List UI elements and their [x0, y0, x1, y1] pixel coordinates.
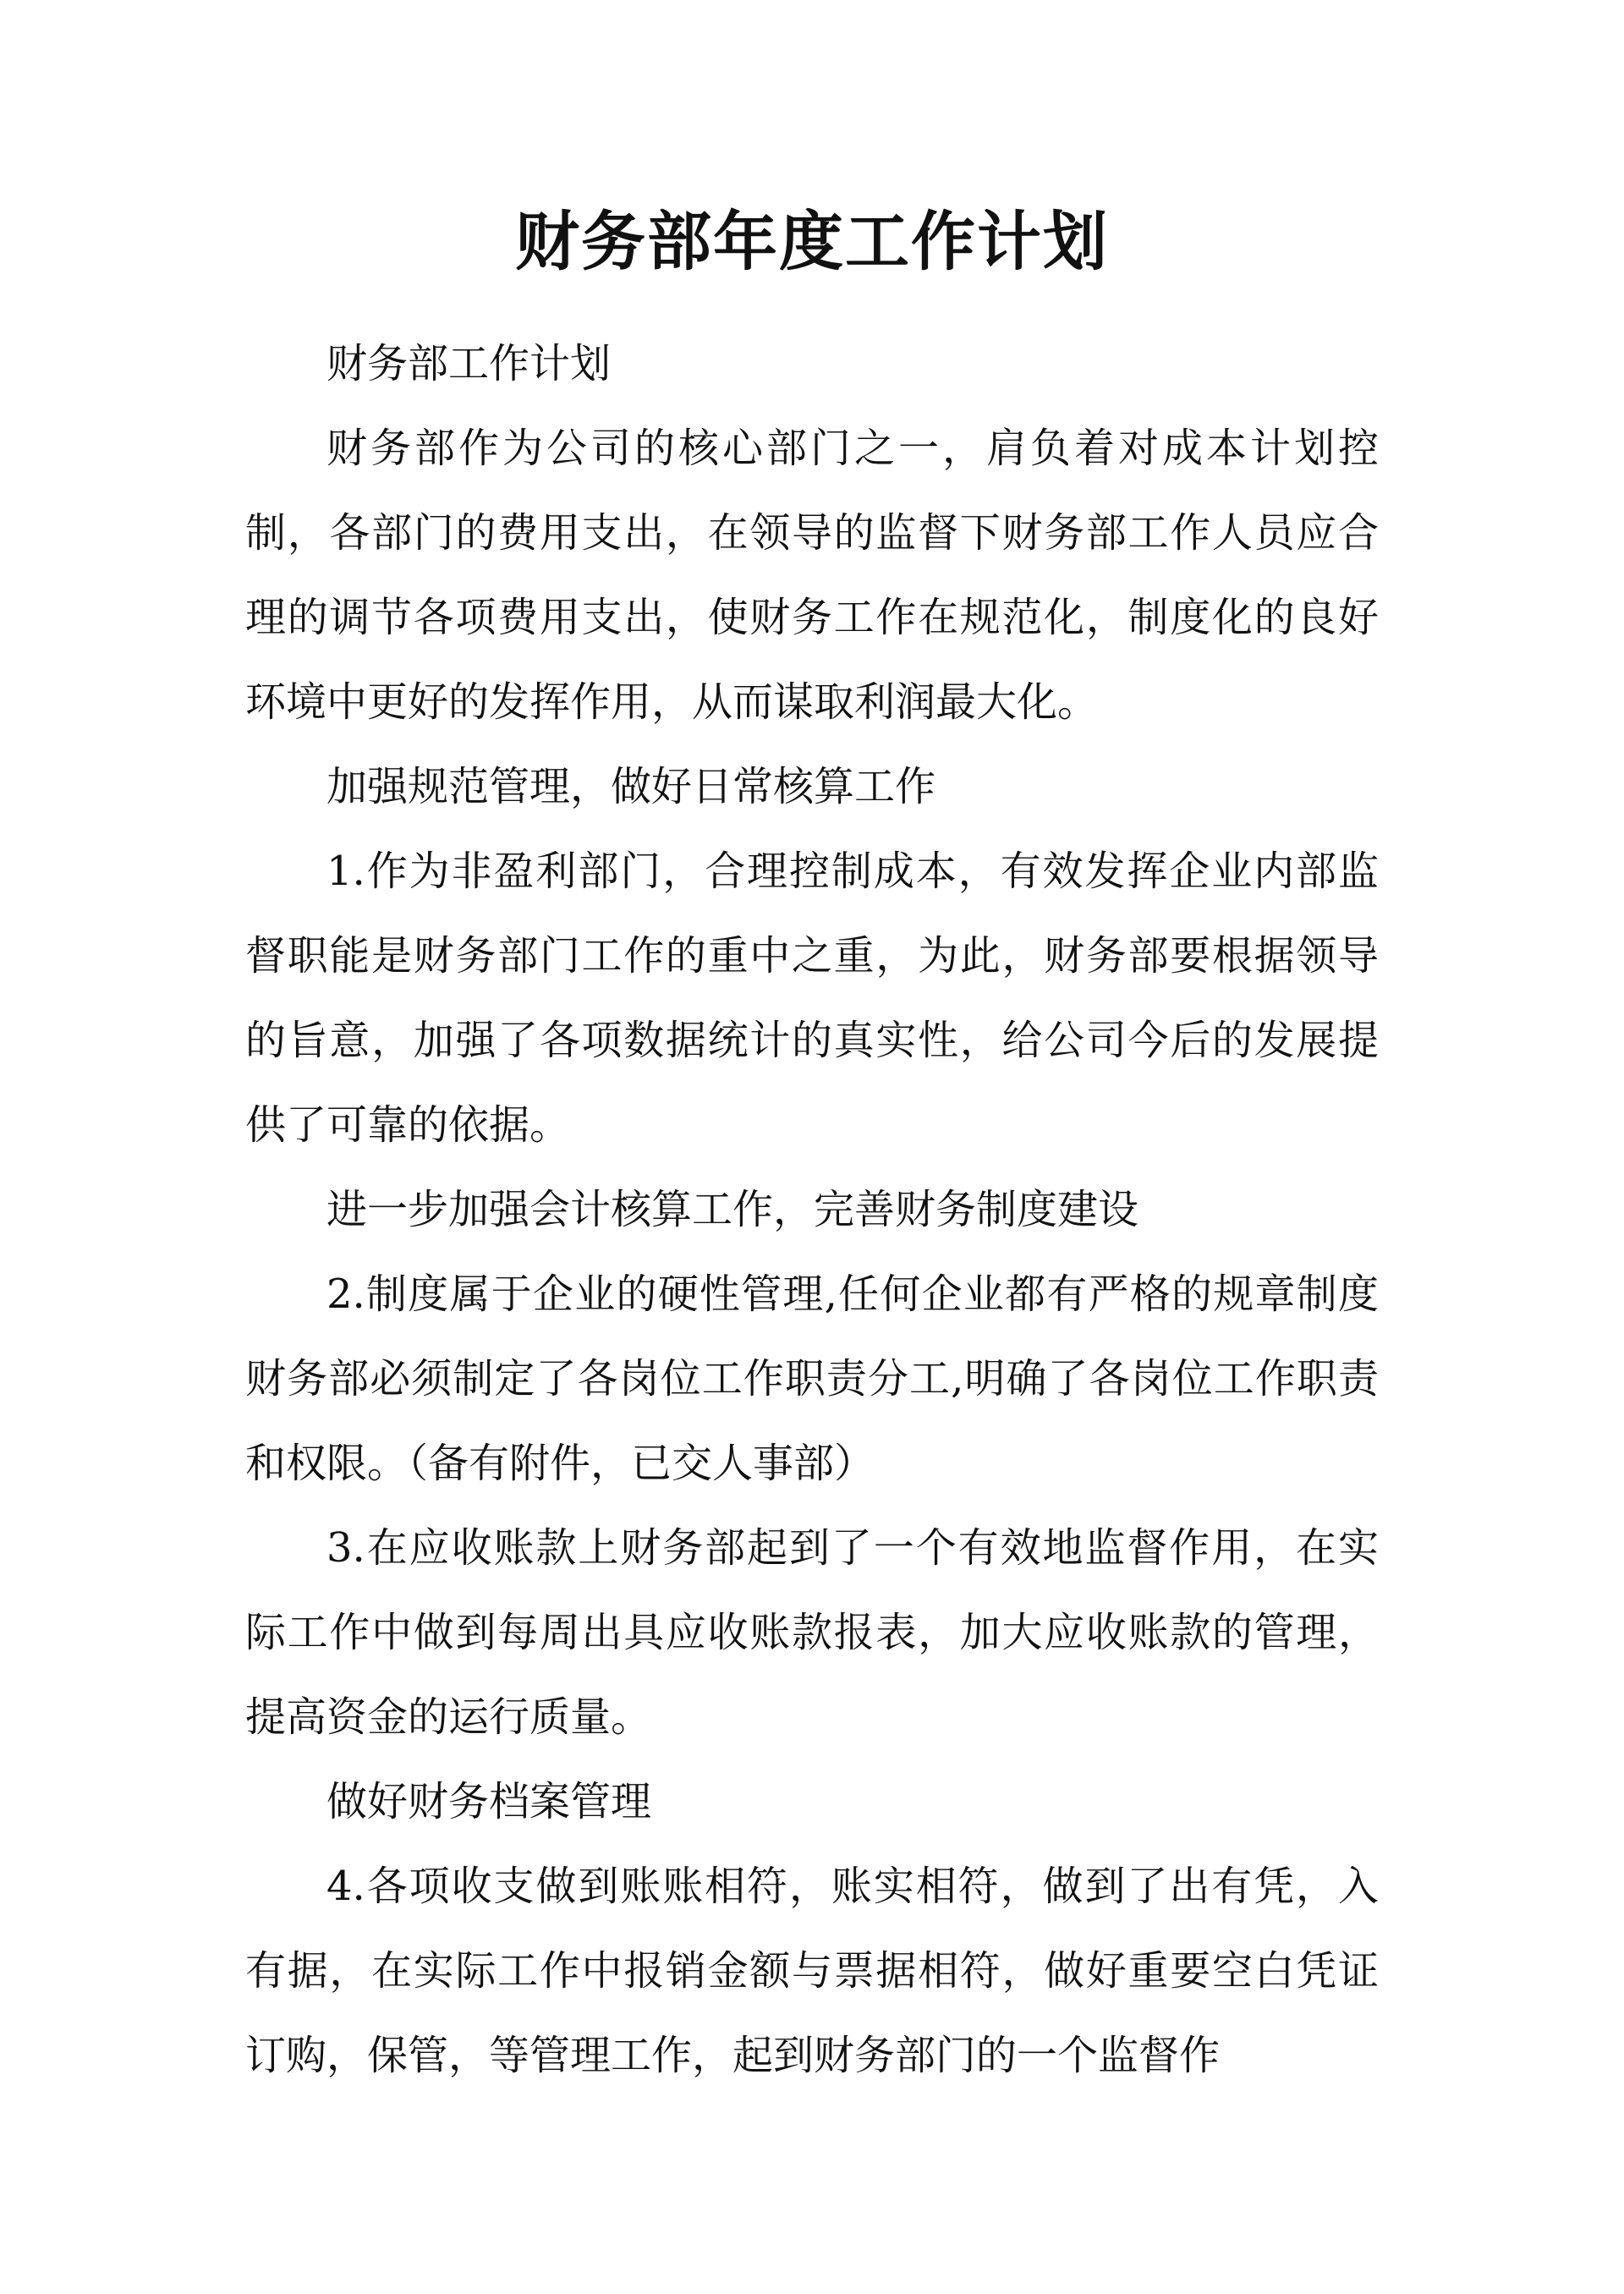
- paragraph-8: 做好财务档案管理: [326, 1778, 652, 1825]
- paragraph-9: 4.各项收支做到账账相符，账实相符，做到了出有凭，入有据，在实际工作中报销金额与票据相符，做好重要空白凭证订购，保管，等管理工作，起到财务部门的一个监督作: [245, 1863, 1379, 2079]
- paragraph-1: 财务部工作计划: [326, 340, 612, 387]
- paragraph-2: 财务部作为公司的核心部门之一，肩负着对成本计划控制，各部门的费用支出，在领导的监督下财务部工作人员应合理的调节各项费用支出，使财务工作在规范化，制度化的良好环境中更好的发挥作用，从而谋取利润最大化。: [245, 425, 1379, 726]
- paragraph-3: 加强规范管理，做好日常核算工作: [326, 763, 936, 810]
- paragraph-6: 2.制度属于企业的硬性管理,任何企业都有严格的规章制度财务部必须制定了各岗位工作职责分工,明确了各岗位工作职责和权限。（备有附件，已交人事部）: [245, 1270, 1379, 1487]
- paragraph-4: 1.作为非盈利部门，合理控制成本，有效发挥企业内部监督职能是财务部门工作的重中之重，为此，财务部要根据领导的旨意，加强了各项数据统计的真实性，给公司今后的发展提供了可靠的依据。: [245, 848, 1379, 1149]
- paragraph-5: 进一步加强会计核算工作，完善财务制度建设: [326, 1186, 1139, 1233]
- document-title: 财务部年度工作计划: [515, 204, 1109, 279]
- document-body: [245, 321, 1379, 2098]
- paragraph-7: 3.在应收账款上财务部起到了一个有效地监督作用，在实际工作中做到每周出具应收账款报表，加大应收账款的管理，提高资金的运行质量。: [245, 1524, 1379, 1741]
